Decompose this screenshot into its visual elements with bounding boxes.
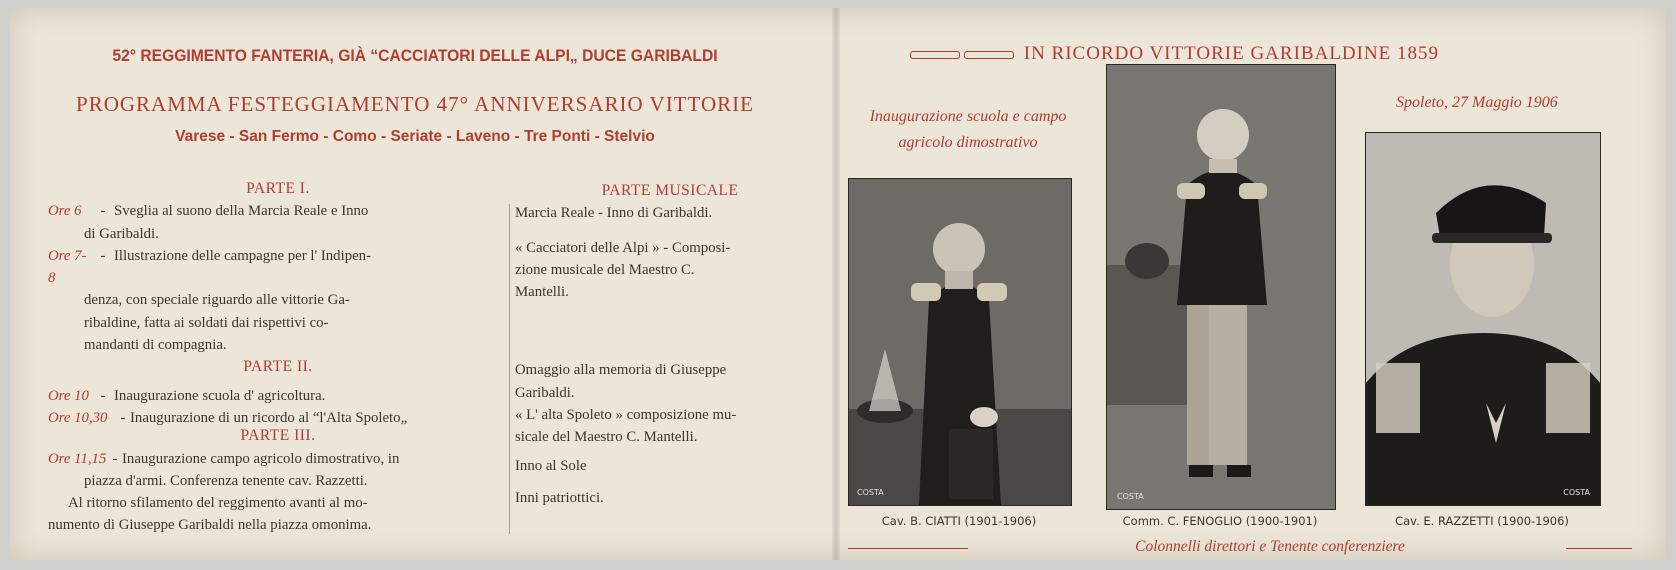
- portrait-photo-ciatti: [848, 178, 1072, 506]
- schedule-time: Ore 7-8: [48, 247, 87, 287]
- schedule-text: ribaldine, fatta ai soldati dai rispettivi co-: [84, 314, 329, 331]
- schedule-row: Ore 10 - Inaugurazione scuola d' agricoltura.: [48, 385, 508, 407]
- schedule-text: Sveglia al suono della Marcia Reale e Inno: [114, 203, 369, 220]
- place-date: Spoleto, 27 Maggio 1906: [1396, 94, 1558, 111]
- regiment-title: 52° REGGIMENTO FANTERIA, GIÀ “CACCIATORI DELLE ALPI„ DUCE GARIBALDI: [112, 46, 718, 65]
- column-divider: [509, 204, 510, 534]
- victory-places: Varese - San Fermo - Como - Seriate - Laveno - Tre Ponti - Stelvio: [175, 128, 655, 145]
- music-item: Inni patriottici.: [515, 489, 604, 506]
- portrait-figure: [1107, 65, 1335, 509]
- music-item: Garibaldi.: [515, 384, 575, 401]
- programme-column: [48, 178, 508, 537]
- postcard: [10, 8, 1666, 560]
- music-heading: PARTE MUSICALE: [601, 182, 739, 199]
- schedule-text: Inaugurazione di un ricordo al “l'Alta Spoleto„: [130, 409, 408, 426]
- music-item: zione musicale del Maestro C.: [515, 261, 695, 278]
- part-1-heading: PARTE I.: [246, 180, 310, 197]
- schedule-text: Inaugurazione campo agricolo dimostrativo, in: [122, 450, 400, 467]
- closing-text: numento di Giuseppe Garibaldi nella piazza omonima.: [48, 517, 372, 534]
- closing-text: Al ritorno sfilamento del reggimento avanti al mo-: [68, 495, 368, 512]
- schedule-text: Illustrazione delle campagne per l' Indipen-: [114, 247, 371, 264]
- schedule-text: Inaugurazione scuola d' agricoltura.: [114, 387, 326, 404]
- schedule-time: Ore 11,15: [48, 450, 107, 467]
- photos-subtitle: Colonnelli direttori e Tenente conferenziere: [1135, 538, 1405, 555]
- schedule-text: denza, con speciale riguardo alle vittorie Ga-: [84, 292, 350, 309]
- inauguration-line: Inaugurazione scuola e campo: [869, 108, 1067, 125]
- portrait-photo-fenoglio: [1106, 64, 1336, 510]
- music-item: « L' alta Spoleto » composizione mu-: [515, 407, 737, 424]
- schedule-row: Ore 6 - Sveglia al suono della Marcia Reale e Inno: [48, 200, 508, 222]
- programme-title: PROGRAMMA FESTEGGIAMENTO 47° ANNIVERSARIO VITTORIE: [76, 92, 754, 116]
- caption-ciatti: Cav. B. CIATTI (1901-1906): [881, 514, 1037, 528]
- portrait-figure: [849, 179, 1071, 505]
- music-item: « Cacciatori delle Alpi » - Composi-: [515, 239, 731, 256]
- schedule-time: Ore 10,30: [48, 409, 108, 426]
- schedule-text: mandanti di compagnia.: [84, 337, 227, 354]
- part-2-heading: PARTE II.: [243, 358, 313, 376]
- part-3-heading: PARTE III.: [240, 427, 316, 445]
- music-item: Omaggio alla memoria di Giuseppe: [515, 362, 727, 379]
- music-item: sicale del Maestro C. Mantelli.: [515, 429, 698, 446]
- schedule-time: Ore 6: [48, 203, 82, 220]
- schedule-text: piazza d'armi. Conferenza tenente cav. Razzetti.: [84, 472, 368, 489]
- ornament-icon: [964, 51, 1014, 59]
- photographer-stamp: COSTA: [857, 488, 884, 497]
- portrait-figure: [1366, 133, 1600, 505]
- commemoration-title: [910, 43, 1670, 65]
- caption-fenoglio: Comm. C. FENOGLIO (1900-1901): [1122, 514, 1318, 528]
- music-item: Inno al Sole: [515, 457, 587, 474]
- center-fold: [832, 8, 840, 560]
- schedule-row: Ore 10,30 - Inaugurazione di un ricordo al “l'Alta Spoleto„: [48, 407, 508, 429]
- schedule-text: di Garibaldi.: [84, 225, 159, 242]
- ornament-icon: [910, 51, 960, 59]
- schedule-row: Ore 11,15 - Inaugurazione campo agricolo dimostrativo, in: [48, 448, 508, 470]
- music-item: Mantelli.: [515, 284, 569, 301]
- photographer-stamp: COSTA: [1117, 492, 1144, 501]
- inauguration-line: agricolo dimostrativo: [898, 134, 1038, 151]
- music-column: [515, 180, 825, 509]
- music-item: Marcia Reale - Inno di Garibaldi.: [515, 205, 713, 222]
- caption-razzetti: Cav. E. RAZZETTI (1900-1906): [1395, 514, 1569, 528]
- schedule-time: Ore 10: [48, 387, 89, 404]
- photographer-stamp: COSTA: [1563, 488, 1590, 497]
- commemoration-text: IN RICORDO VITTORIE GARIBALDINE 1859: [1023, 43, 1440, 64]
- portrait-photo-razzetti: [1365, 132, 1601, 506]
- inauguration-note: [848, 104, 1088, 156]
- schedule-row: Ore 7-8 - Illustrazione delle campagne per l' Indipen-: [48, 245, 508, 290]
